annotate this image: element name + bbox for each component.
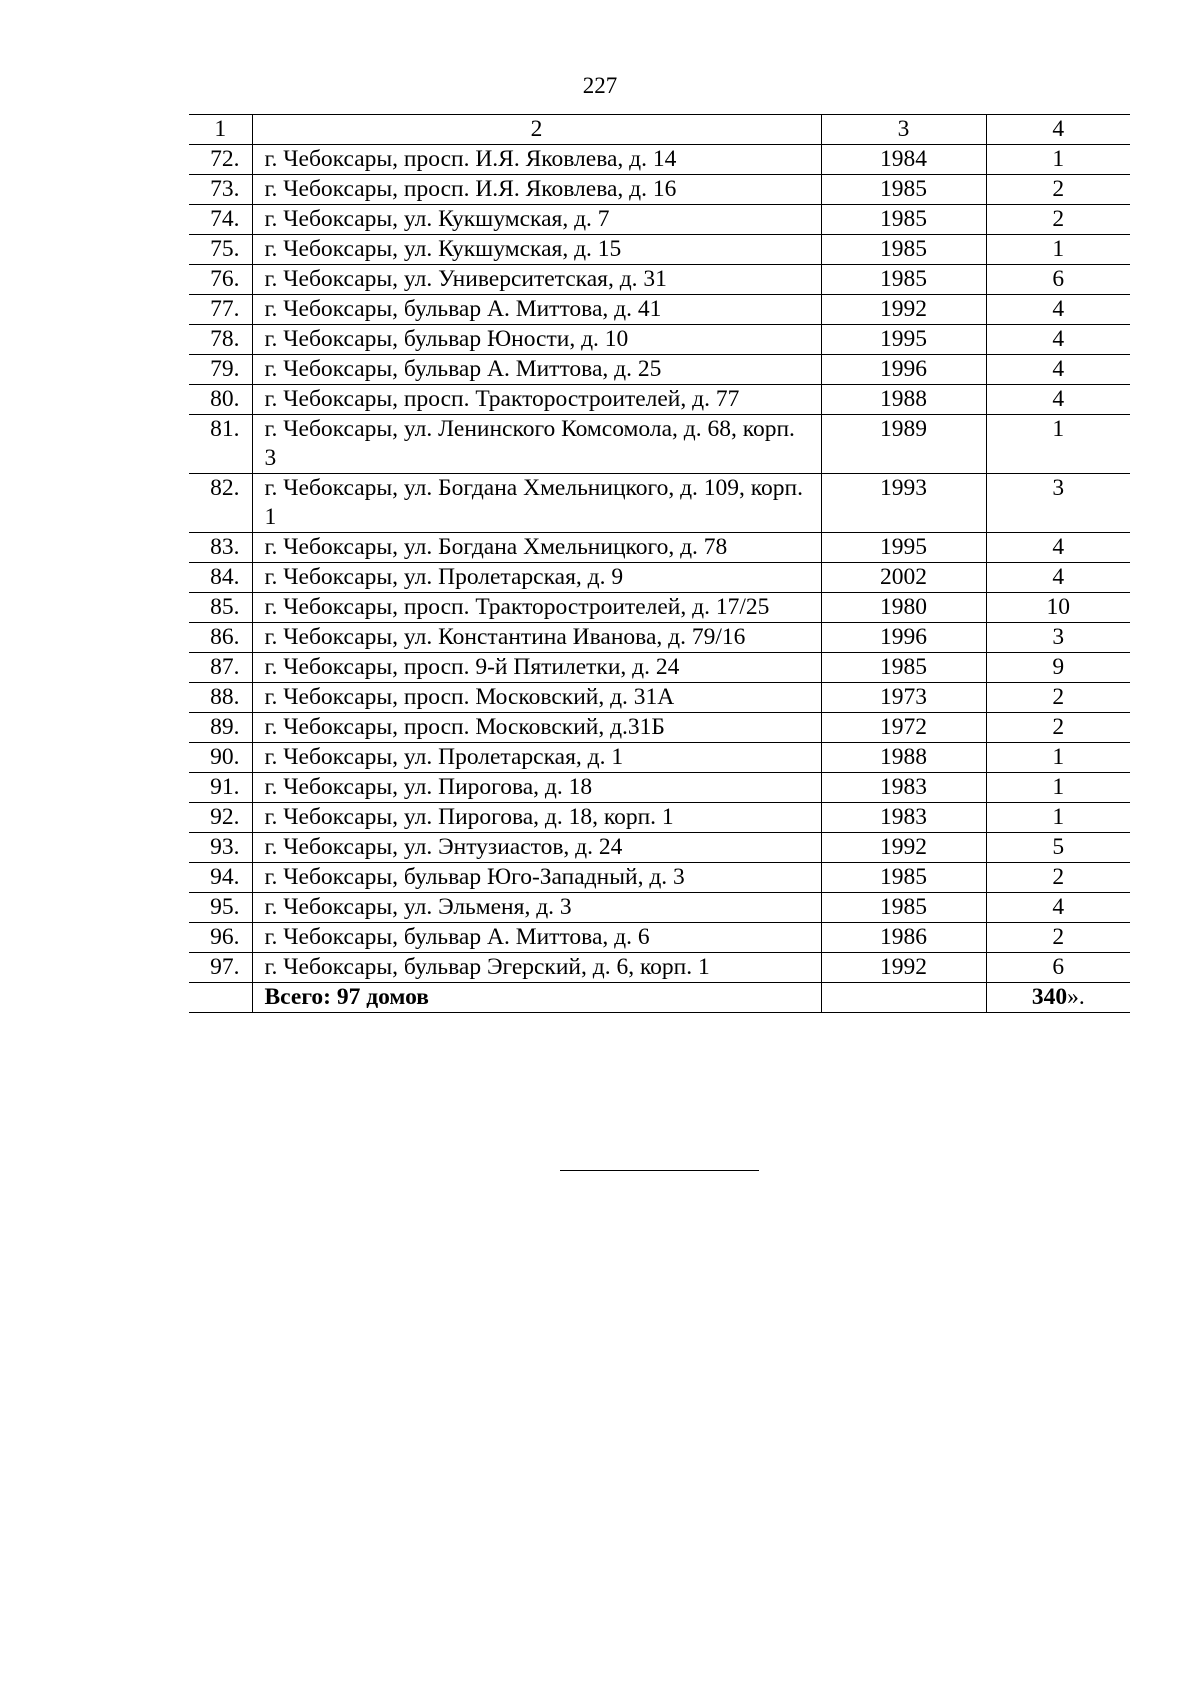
table-row (189, 355, 1130, 385)
row-year: 1995 (821, 325, 986, 355)
total-label: Всего: 97 домов (252, 983, 821, 1013)
row-count: 4 (986, 295, 1130, 325)
row-count: 9 (986, 653, 1130, 683)
header-col-2: 2 (252, 115, 821, 145)
row-address: г. Чебоксары, просп. Тракторостроителей, д. 77 (252, 385, 821, 415)
table-row (189, 533, 1130, 563)
table-row (189, 325, 1130, 355)
row-count: 2 (986, 713, 1130, 743)
row-count: 3 (986, 623, 1130, 653)
houses-table (189, 114, 1130, 1013)
row-number: 86. (189, 623, 252, 653)
row-address: г. Чебоксары, бульвар А. Миттова, д. 41 (252, 295, 821, 325)
row-year: 1992 (821, 953, 986, 983)
row-year: 1972 (821, 713, 986, 743)
row-number: 82. (189, 474, 252, 533)
row-count: 6 (986, 953, 1130, 983)
row-address: г. Чебоксары, ул. Пролетарская, д. 9 (252, 563, 821, 593)
row-year: 1985 (821, 265, 986, 295)
row-address: г. Чебоксары, просп. Московский, д. 31А (252, 683, 821, 713)
row-address: г. Чебоксары, просп. И.Я. Яковлева, д. 16 (252, 175, 821, 205)
row-count: 3 (986, 474, 1130, 533)
row-address: г. Чебоксары, ул. Богдана Хмельницкого, д. 109, корп. 1 (252, 474, 821, 533)
table-row (189, 893, 1130, 923)
row-number: 78. (189, 325, 252, 355)
total-number-cell (189, 983, 252, 1013)
table-row (189, 773, 1130, 803)
row-address: г. Чебоксары, ул. Университетская, д. 31 (252, 265, 821, 295)
row-number: 89. (189, 713, 252, 743)
total-year-cell (821, 983, 986, 1013)
row-count: 4 (986, 563, 1130, 593)
table-row (189, 175, 1130, 205)
row-address: г. Чебоксары, ул. Константина Иванова, д. 79/16 (252, 623, 821, 653)
total-count-tail: ». (1067, 984, 1085, 1010)
row-year: 1996 (821, 355, 986, 385)
row-address: г. Чебоксары, ул. Эльменя, д. 3 (252, 893, 821, 923)
row-number: 75. (189, 235, 252, 265)
row-number: 84. (189, 563, 252, 593)
row-year: 1985 (821, 235, 986, 265)
header-col-3: 3 (821, 115, 986, 145)
table-row (189, 563, 1130, 593)
row-count: 1 (986, 743, 1130, 773)
row-year: 2002 (821, 563, 986, 593)
row-year: 1985 (821, 175, 986, 205)
row-number: 88. (189, 683, 252, 713)
row-address: г. Чебоксары, просп. 9-й Пятилетки, д. 24 (252, 653, 821, 683)
row-year: 1984 (821, 145, 986, 175)
table-row (189, 205, 1130, 235)
row-number: 87. (189, 653, 252, 683)
total-count-cell (986, 983, 1130, 1013)
row-number: 97. (189, 953, 252, 983)
row-number: 83. (189, 533, 252, 563)
row-address: г. Чебоксары, просп. И.Я. Яковлева, д. 14 (252, 145, 821, 175)
row-count: 1 (986, 145, 1130, 175)
row-count: 2 (986, 683, 1130, 713)
row-count: 1 (986, 803, 1130, 833)
table-row (189, 474, 1130, 533)
header-col-1: 1 (189, 115, 252, 145)
row-address: г. Чебоксары, ул. Пирогова, д. 18, корп. 1 (252, 803, 821, 833)
row-number: 72. (189, 145, 252, 175)
row-address: г. Чебоксары, просп. Тракторостроителей, д. 17/25 (252, 593, 821, 623)
row-count: 4 (986, 385, 1130, 415)
row-number: 96. (189, 923, 252, 953)
row-address: г. Чебоксары, ул. Энтузиастов, д. 24 (252, 833, 821, 863)
table-row (189, 385, 1130, 415)
row-count: 1 (986, 235, 1130, 265)
table-row (189, 235, 1130, 265)
row-address: г. Чебоксары, бульвар Эгерский, д. 6, корп. 1 (252, 953, 821, 983)
row-year: 1992 (821, 295, 986, 325)
row-count: 6 (986, 265, 1130, 295)
row-number: 79. (189, 355, 252, 385)
table-row (189, 713, 1130, 743)
row-year: 1993 (821, 474, 986, 533)
row-count: 4 (986, 533, 1130, 563)
table-row (189, 833, 1130, 863)
row-address: г. Чебоксары, ул. Ленинского Комсомола, д. 68, корп. 3 (252, 415, 821, 474)
table-row (189, 953, 1130, 983)
table-header-row (189, 115, 1130, 145)
row-address: г. Чебоксары, ул. Пирогова, д. 18 (252, 773, 821, 803)
row-year: 1985 (821, 893, 986, 923)
row-year: 1996 (821, 623, 986, 653)
row-number: 93. (189, 833, 252, 863)
table-row (189, 923, 1130, 953)
table-row (189, 863, 1130, 893)
row-year: 1992 (821, 833, 986, 863)
row-year: 1973 (821, 683, 986, 713)
row-count: 10 (986, 593, 1130, 623)
table-row (189, 683, 1130, 713)
total-row (189, 983, 1130, 1013)
table-row (189, 415, 1130, 474)
row-year: 1980 (821, 593, 986, 623)
header-col-4: 4 (986, 115, 1130, 145)
row-address: г. Чебоксары, бульвар А. Миттова, д. 25 (252, 355, 821, 385)
table-body (189, 115, 1130, 1013)
row-address: г. Чебоксары, бульвар Юности, д. 10 (252, 325, 821, 355)
row-year: 1988 (821, 743, 986, 773)
table-row (189, 295, 1130, 325)
row-number: 91. (189, 773, 252, 803)
table-row (189, 623, 1130, 653)
row-count: 2 (986, 923, 1130, 953)
row-address: г. Чебоксары, бульвар А. Миттова, д. 6 (252, 923, 821, 953)
row-address: г. Чебоксары, ул. Кукшумская, д. 7 (252, 205, 821, 235)
row-year: 1985 (821, 653, 986, 683)
row-address: г. Чебоксары, ул. Пролетарская, д. 1 (252, 743, 821, 773)
row-count: 1 (986, 773, 1130, 803)
table-row (189, 653, 1130, 683)
row-number: 77. (189, 295, 252, 325)
row-year: 1985 (821, 205, 986, 235)
row-year: 1985 (821, 863, 986, 893)
row-number: 73. (189, 175, 252, 205)
table-row (189, 743, 1130, 773)
row-number: 92. (189, 803, 252, 833)
row-count: 5 (986, 833, 1130, 863)
row-count: 2 (986, 175, 1130, 205)
table-row (189, 803, 1130, 833)
row-address: г. Чебоксары, ул. Кукшумская, д. 15 (252, 235, 821, 265)
row-number: 85. (189, 593, 252, 623)
row-count: 4 (986, 893, 1130, 923)
table-row (189, 265, 1130, 295)
row-number: 80. (189, 385, 252, 415)
row-count: 2 (986, 863, 1130, 893)
end-rule (560, 1170, 759, 1171)
row-address: г. Чебоксары, бульвар Юго-Западный, д. 3 (252, 863, 821, 893)
row-number: 95. (189, 893, 252, 923)
row-year: 1989 (821, 415, 986, 474)
row-address: г. Чебоксары, просп. Московский, д.31Б (252, 713, 821, 743)
total-count: 340 (1031, 984, 1068, 1010)
row-count: 2 (986, 205, 1130, 235)
row-count: 4 (986, 325, 1130, 355)
row-year: 1986 (821, 923, 986, 953)
row-year: 1983 (821, 803, 986, 833)
row-address: г. Чебоксары, ул. Богдана Хмельницкого, д. 78 (252, 533, 821, 563)
table-row (189, 145, 1130, 175)
table-row (189, 593, 1130, 623)
row-year: 1995 (821, 533, 986, 563)
row-number: 90. (189, 743, 252, 773)
row-number: 94. (189, 863, 252, 893)
row-number: 74. (189, 205, 252, 235)
row-year: 1988 (821, 385, 986, 415)
row-count: 4 (986, 355, 1130, 385)
page-number: 227 (582, 73, 618, 98)
row-year: 1983 (821, 773, 986, 803)
row-count: 1 (986, 415, 1130, 474)
row-number: 81. (189, 415, 252, 474)
row-number: 76. (189, 265, 252, 295)
